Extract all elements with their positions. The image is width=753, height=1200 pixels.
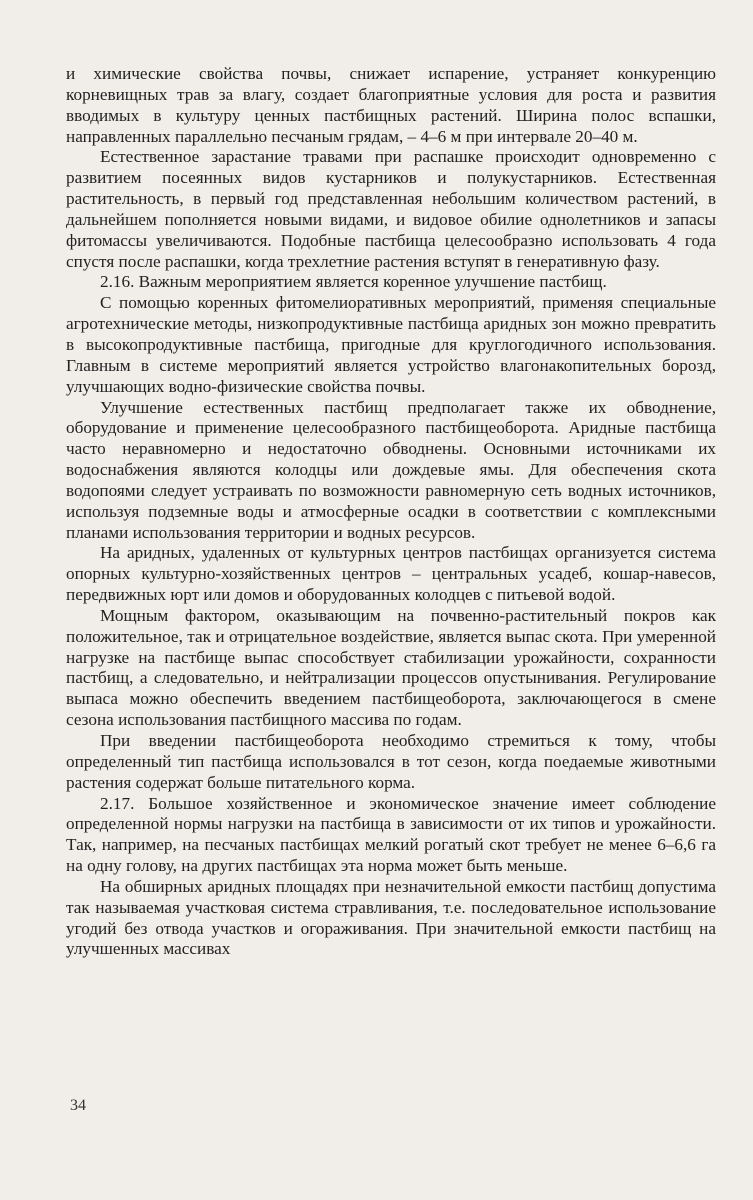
paragraph-3-section-2-16: 2.16. Важным мероприятием является коренное улучшение пастбищ. — [100, 272, 607, 292]
paragraph-7: Мощным фактором, оказывающим на почвенно-растительный покров как положительное, так и отрицательное воздействие, является выпас скота. При умеренной нагрузке на пастбище выпас способствует стабилизации урожайности, сохранности пастбищ, а следовательно, и нейтрализации процессов опустынивания. Регулирование выпаса можно обеспечить введением пастбищеоборота, заключающегося в смене сезона использования пастбищного массива по годам. — [66, 605, 716, 730]
paragraph-10: На обширных аридных площадях при незначительной емкости пастбищ допустима так называемая участковая система стравливания, т.е. последовательное использование угодий без отвода участков и огораживания. При значительной емкости пастбищ на улучшенных массивах — [66, 876, 716, 959]
document-body — [66, 64, 716, 960]
paragraph-2: Естественное зарастание травами при распашке происходит одновременно с развитием посеянных видов кустарников и полукустарников. Естественная растительность, в первый год представленная небольшим количеством растений, в дальнейшем пополняется новыми видами, и видовое обилие однолетников и запасы фитомассы увеличиваются. Подобные пастбища целесообразно использовать 4 года спустя после распашки, когда трехлетние растения вступят в генеративную фазу. — [66, 147, 716, 271]
page-number: 34 — [70, 1097, 86, 1114]
paragraph-5: Улучшение естественных пастбищ предполагает также их обводнение, оборудование и применение целесообразного пастбищеоборота. Аридные пастбища часто неравномерно и недостаточно обводнены. Основными источниками их водоснабжения являются колодцы или дождевые ямы. Для обеспечения скота водопоями следует устраивать по возможности равномерную сеть водных источников, используя подземные воды и атмосферные осадки в соответствии с комплексными планами использования территории и водных ресурсов. — [66, 397, 716, 542]
paragraph-8: При введении пастбищеоборота необходимо стремиться к тому, чтобы определенный тип пастбища использовался в тот сезон, когда поедаемые животными растения содержат больше питательного корма. — [66, 731, 716, 792]
paragraph-4: С помощью коренных фитомелиоративных мероприятий, применяя специальные агротехнические методы, низкопродуктивные пастбища аридных зон можно превратить в высокопродуктивные пастбища, пригодные для круглогодичного использования. Главным в системе мероприятий является устройство влагонакопительных борозд, улучшающих водно-физические свойства почвы. — [66, 293, 716, 396]
paragraph-6: На аридных, удаленных от культурных центров пастбищах организуется система опорных культурно-хозяйственных центров – центральных усадеб, кошар-навесов, передвижных юрт или домов и оборудованных колодцев с питьевой водой. — [66, 543, 716, 605]
paragraph-9-section-2-17: 2.17. Большое хозяйственное и экономическое значение имеет соблюдение определенной нормы нагрузки на пастбища в зависимости от их типов и урожайности. Так, например, на песчаных пастбищах мелкий рогатый скот требует не менее 6–6,6 га на одну голову, на других пастбищах эта норма может быть меньше. — [66, 793, 716, 876]
paragraph-1: и химические свойства почвы, снижает испарение, устраняет конкуренцию корневищных трав за влагу, создает благоприятные условия для роста и развития вводимых в культуру ценных пастбищных растений. Ширина полос вспашки, направленных параллельно песчаным грядам, – 4–6 м при интервале 20–40 м. — [66, 64, 716, 146]
